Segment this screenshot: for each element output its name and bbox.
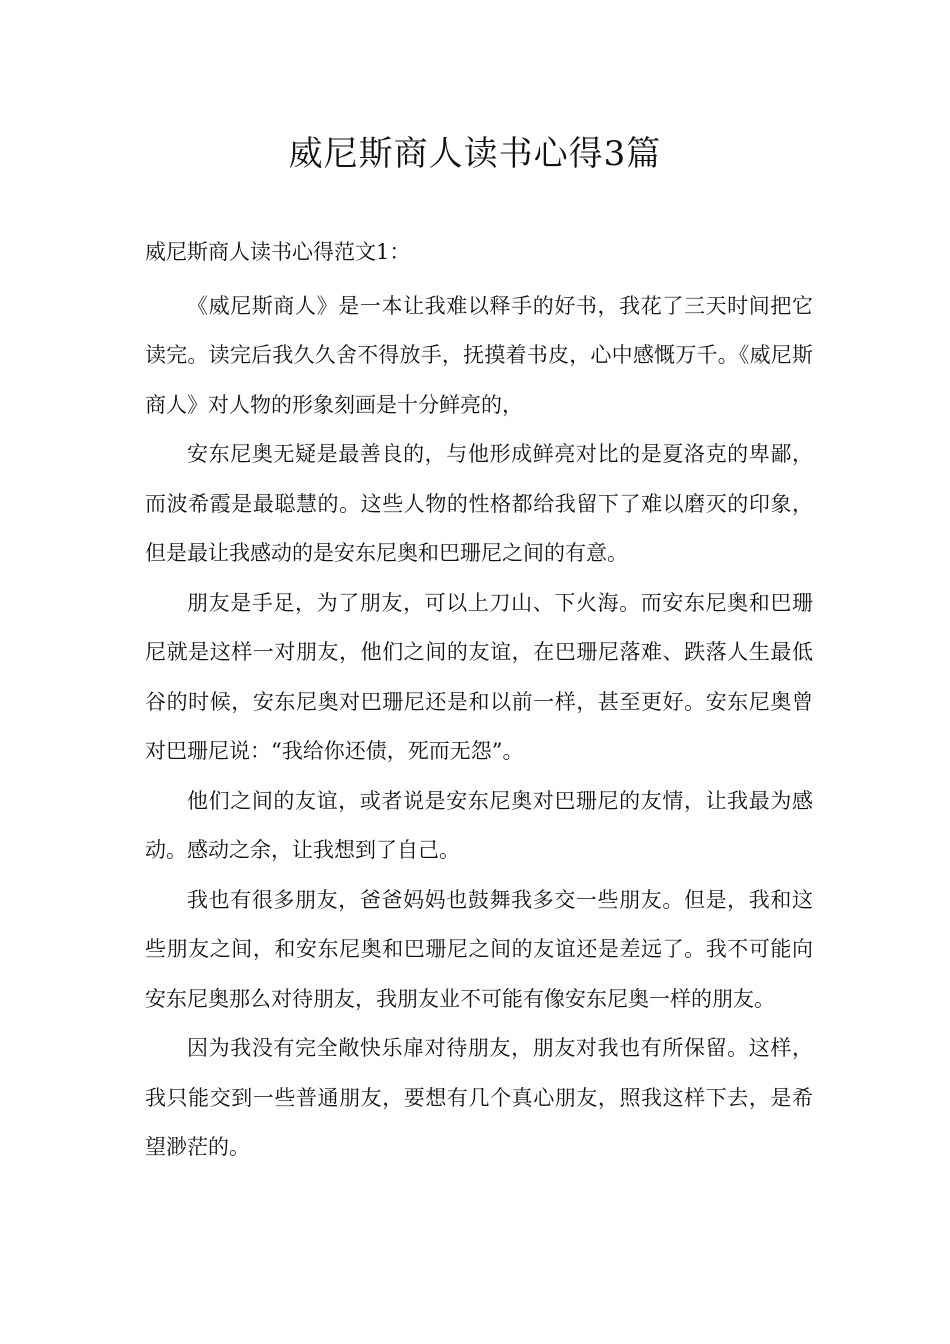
paragraph-6: 因为我没有完全敞快乐扉对待朋友，朋友对我也有所保留。这样，我只能交到一些普通朋友，要想有几个真心朋友，照我这样下去，是希望渺茫的。 <box>145 1036 813 1159</box>
document-title: 威尼斯商人读书心得3篇 <box>288 134 662 174</box>
section-subheading: 威尼斯商人读书心得范文1： <box>145 240 411 264</box>
paragraph-1: 《威尼斯商人》是一本让我难以释手的好书，我花了三天时间把它读完。读完后我久久舍不得放手，抚摸着书皮，心中感慨万千。《威尼斯商人》对人物的形象刻画是十分鲜亮的， <box>145 293 813 417</box>
document-body <box>145 228 813 1173</box>
paragraph-4: 他们之间的友谊，或者说是安东尼奥对巴珊尼的友情，让我最为感动。感动之余，让我想到了自己。 <box>145 788 813 862</box>
paragraph-2: 安东尼奥无疑是最善良的，与他形成鲜亮对比的是夏洛克的卑鄙，而波希霞是最聪慧的。这些人物的性格都给我留下了难以磨灭的印象，但是最让我感动的是安东尼奥和巴珊尼之间的有意。 <box>145 442 813 565</box>
paragraph-3: 朋友是手足，为了朋友，可以上刀山、下火海。而安东尼奥和巴珊尼就是这样一对朋友，他们之间的友谊，在巴珊尼落难、跌落人生最低谷的时候，安东尼奥对巴珊尼还是和以前一样，甚至更好。安东尼奥曾对巴珊尼说：“我给你还债，死而无怨”。 <box>145 590 813 763</box>
paragraph-5: 我也有很多朋友，爸爸妈妈也鼓舞我多交一些朋友。但是，我和这些朋友之间，和安东尼奥和巴珊尼之间的友谊还是差远了。我不可能向安东尼奥那么对待朋友，我朋友业不可能有像安东尼奥一样的朋友。 <box>145 887 813 1011</box>
